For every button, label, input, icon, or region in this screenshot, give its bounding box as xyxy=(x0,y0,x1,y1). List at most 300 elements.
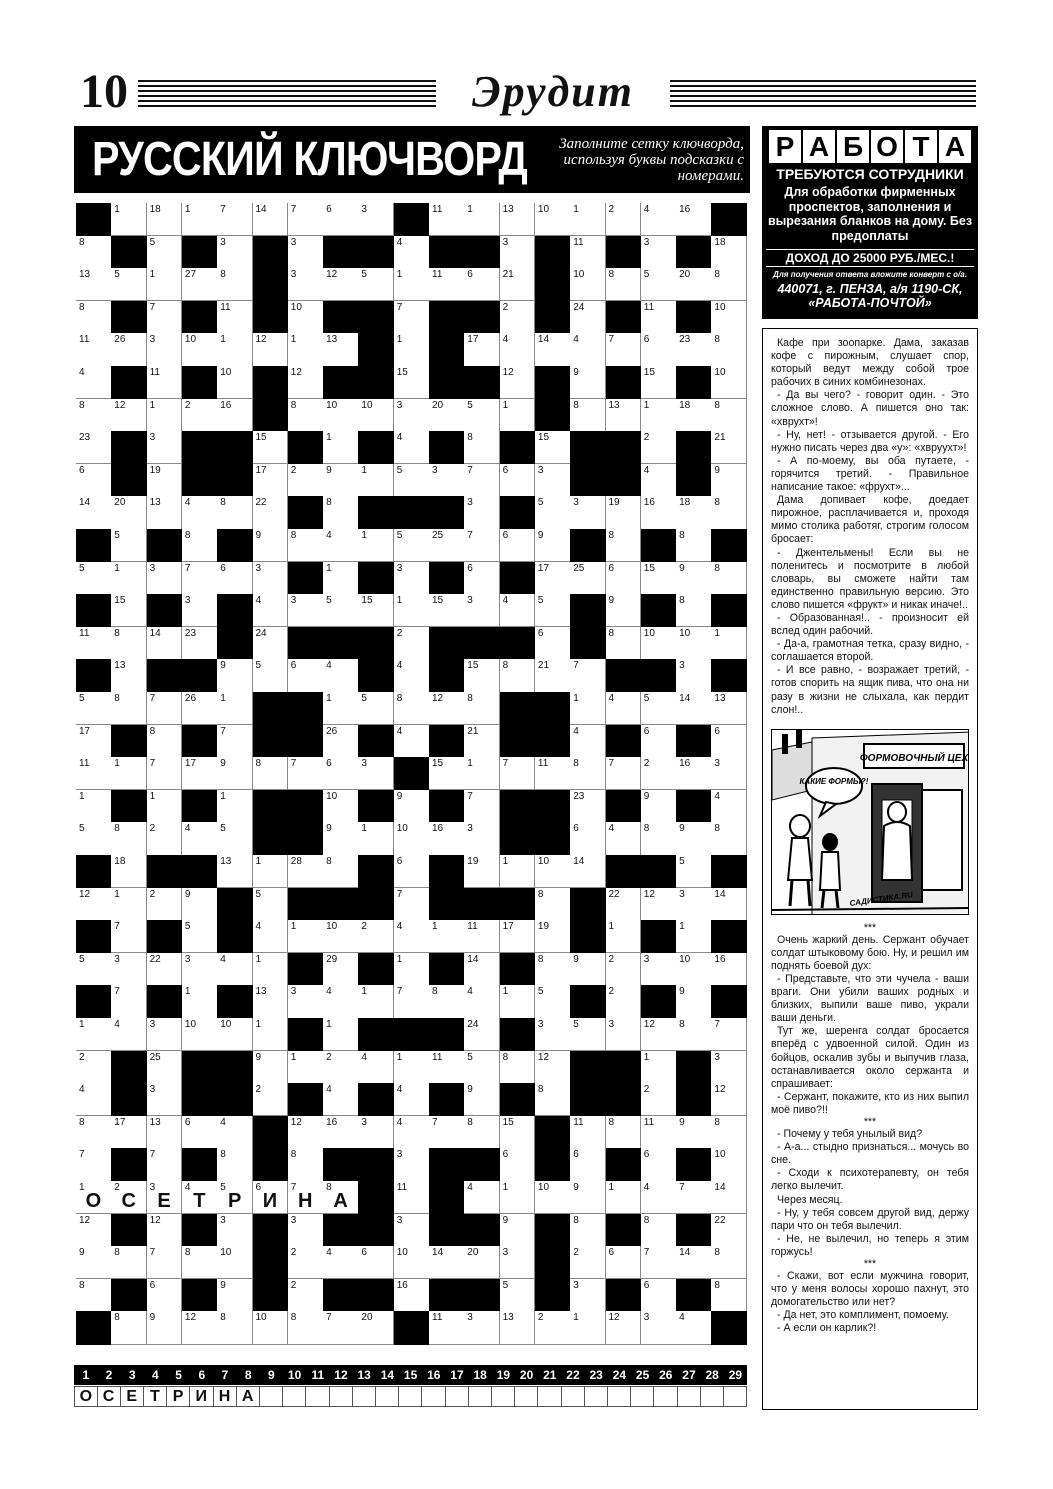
grid-cell[interactable] xyxy=(535,985,571,1018)
grid-cell[interactable] xyxy=(288,855,324,888)
grid-cell[interactable] xyxy=(676,1116,712,1149)
grid-cell[interactable] xyxy=(394,268,430,301)
grid-cell[interactable] xyxy=(323,659,359,692)
grid-cell[interactable] xyxy=(535,953,571,986)
grid-cell[interactable] xyxy=(111,1246,147,1279)
grid-cell[interactable] xyxy=(535,627,571,660)
grid-cell[interactable] xyxy=(429,399,465,432)
grid-cell[interactable] xyxy=(464,985,500,1018)
grid-cell[interactable] xyxy=(358,920,394,953)
grid-cell[interactable] xyxy=(500,1181,536,1214)
grid-cell[interactable] xyxy=(606,399,642,432)
grid-cell[interactable] xyxy=(76,268,112,301)
grid-cell[interactable] xyxy=(111,1311,147,1344)
grid-cell[interactable] xyxy=(253,1311,289,1344)
grid-cell[interactable] xyxy=(641,236,677,269)
grid-cell[interactable] xyxy=(429,1311,465,1344)
grid-cell[interactable] xyxy=(182,399,218,432)
grid-cell[interactable] xyxy=(500,855,536,888)
grid-cell[interactable] xyxy=(182,888,218,921)
grid-cell[interactable] xyxy=(570,333,606,366)
grid-cell[interactable] xyxy=(676,888,712,921)
grid-cell[interactable] xyxy=(711,333,747,366)
grid-cell[interactable] xyxy=(217,1214,253,1247)
key-letter-box[interactable] xyxy=(584,1386,608,1407)
key-letter-box[interactable]: Н xyxy=(213,1386,237,1407)
grid-cell[interactable] xyxy=(606,1116,642,1149)
grid-cell[interactable] xyxy=(323,692,359,725)
grid-cell[interactable] xyxy=(570,692,606,725)
grid-cell[interactable] xyxy=(535,496,571,529)
grid-cell[interactable] xyxy=(358,1116,394,1149)
grid-cell[interactable] xyxy=(464,1181,500,1214)
grid-cell[interactable] xyxy=(535,1181,571,1214)
grid-cell[interactable] xyxy=(676,594,712,627)
grid-cell[interactable] xyxy=(323,1116,359,1149)
grid-cell[interactable] xyxy=(288,366,324,399)
grid-cell[interactable] xyxy=(676,529,712,562)
grid-cell[interactable] xyxy=(76,301,112,334)
grid-cell[interactable] xyxy=(253,1018,289,1051)
grid-cell[interactable] xyxy=(606,692,642,725)
grid-cell[interactable] xyxy=(147,1116,183,1149)
grid-cell[interactable] xyxy=(394,301,430,334)
grid-cell[interactable] xyxy=(464,203,500,236)
grid-cell[interactable] xyxy=(288,1311,324,1344)
grid-cell[interactable] xyxy=(641,1051,677,1084)
key-letter-box[interactable]: О xyxy=(74,1386,98,1407)
grid-cell[interactable] xyxy=(111,1116,147,1149)
grid-cell[interactable] xyxy=(711,464,747,497)
grid-cell[interactable] xyxy=(641,301,677,334)
key-letter-box[interactable]: Р xyxy=(167,1386,191,1407)
grid-cell[interactable] xyxy=(711,431,747,464)
grid-cell[interactable] xyxy=(323,822,359,855)
grid-cell[interactable] xyxy=(641,627,677,660)
grid-cell[interactable] xyxy=(641,1246,677,1279)
grid-cell[interactable] xyxy=(500,399,536,432)
grid-cell[interactable] xyxy=(323,1018,359,1051)
grid-cell[interactable] xyxy=(288,268,324,301)
key-letter-box[interactable] xyxy=(422,1386,446,1407)
grid-cell[interactable] xyxy=(394,366,430,399)
grid-cell[interactable] xyxy=(358,529,394,562)
grid-cell[interactable] xyxy=(288,399,324,432)
grid-cell[interactable] xyxy=(217,1116,253,1149)
grid-cell[interactable] xyxy=(570,855,606,888)
grid-cell[interactable] xyxy=(111,268,147,301)
grid-cell[interactable] xyxy=(76,627,112,660)
grid-cell[interactable] xyxy=(217,692,253,725)
grid-cell[interactable] xyxy=(676,496,712,529)
grid-cell[interactable] xyxy=(500,659,536,692)
grid-cell[interactable] xyxy=(147,822,183,855)
grid-cell[interactable] xyxy=(606,268,642,301)
grid-cell[interactable] xyxy=(500,203,536,236)
grid-cell[interactable] xyxy=(147,1279,183,1312)
grid-cell[interactable] xyxy=(147,1311,183,1344)
grid-cell[interactable] xyxy=(76,366,112,399)
grid-cell[interactable] xyxy=(500,529,536,562)
grid-cell[interactable] xyxy=(429,985,465,1018)
grid-cell[interactable] xyxy=(641,1279,677,1312)
grid-cell[interactable] xyxy=(111,333,147,366)
grid-cell[interactable] xyxy=(500,236,536,269)
key-letter-box[interactable]: Е xyxy=(120,1386,144,1407)
grid-cell[interactable] xyxy=(253,920,289,953)
grid-cell[interactable] xyxy=(429,203,465,236)
grid-cell[interactable] xyxy=(711,888,747,921)
grid-cell[interactable] xyxy=(147,464,183,497)
grid-cell[interactable] xyxy=(147,268,183,301)
grid-cell[interactable] xyxy=(464,464,500,497)
grid-cell[interactable] xyxy=(253,757,289,790)
grid-cell[interactable] xyxy=(535,594,571,627)
grid-cell[interactable] xyxy=(711,1116,747,1149)
key-letter-box[interactable]: И xyxy=(190,1386,214,1407)
grid-cell[interactable] xyxy=(711,757,747,790)
grid-cell[interactable] xyxy=(676,757,712,790)
grid-cell[interactable] xyxy=(606,529,642,562)
grid-cell[interactable] xyxy=(217,757,253,790)
grid-cell[interactable] xyxy=(641,431,677,464)
key-letter-box[interactable] xyxy=(376,1386,400,1407)
grid-cell[interactable] xyxy=(323,790,359,823)
grid-cell[interactable] xyxy=(358,757,394,790)
grid-cell[interactable] xyxy=(76,790,112,823)
grid-cell[interactable] xyxy=(217,366,253,399)
grid-cell[interactable] xyxy=(182,1311,218,1344)
grid-cell[interactable] xyxy=(641,692,677,725)
grid-cell[interactable] xyxy=(217,790,253,823)
grid-cell[interactable] xyxy=(464,1083,500,1116)
grid-cell[interactable] xyxy=(570,822,606,855)
grid-cell[interactable] xyxy=(111,888,147,921)
grid-cell[interactable] xyxy=(253,627,289,660)
grid-cell[interactable] xyxy=(253,431,289,464)
grid-cell[interactable] xyxy=(394,659,430,692)
grid-cell[interactable] xyxy=(570,562,606,595)
grid-cell[interactable] xyxy=(253,529,289,562)
grid-cell[interactable] xyxy=(217,301,253,334)
grid-cell[interactable] xyxy=(641,366,677,399)
grid-cell[interactable] xyxy=(606,920,642,953)
grid-cell[interactable] xyxy=(535,1051,571,1084)
grid-cell[interactable] xyxy=(394,1083,430,1116)
grid-cell[interactable] xyxy=(676,855,712,888)
grid-cell[interactable] xyxy=(394,562,430,595)
grid-cell[interactable] xyxy=(76,757,112,790)
grid-cell[interactable] xyxy=(711,268,747,301)
grid-cell[interactable] xyxy=(570,366,606,399)
grid-cell[interactable] xyxy=(111,985,147,1018)
grid-cell[interactable] xyxy=(147,236,183,269)
grid-cell[interactable] xyxy=(76,1116,112,1149)
grid-cell[interactable] xyxy=(147,1148,183,1181)
grid-cell[interactable] xyxy=(429,920,465,953)
grid-cell[interactable] xyxy=(288,985,324,1018)
grid-cell[interactable] xyxy=(606,203,642,236)
grid-cell[interactable] xyxy=(217,496,253,529)
grid-cell[interactable] xyxy=(182,757,218,790)
grid-cell[interactable] xyxy=(676,268,712,301)
grid-cell[interactable] xyxy=(253,203,289,236)
grid-cell[interactable] xyxy=(464,1311,500,1344)
grid-cell[interactable] xyxy=(358,203,394,236)
grid-cell[interactable] xyxy=(606,757,642,790)
key-letter-box[interactable] xyxy=(538,1386,562,1407)
grid-cell[interactable] xyxy=(323,920,359,953)
grid-cell[interactable] xyxy=(217,659,253,692)
grid-cell[interactable] xyxy=(676,1018,712,1051)
grid-cell[interactable] xyxy=(76,822,112,855)
grid-cell[interactable] xyxy=(535,757,571,790)
grid-cell[interactable] xyxy=(676,333,712,366)
grid-cell[interactable] xyxy=(323,268,359,301)
grid-cell[interactable] xyxy=(429,464,465,497)
grid-cell[interactable] xyxy=(182,594,218,627)
grid-cell[interactable] xyxy=(570,268,606,301)
grid-cell[interactable] xyxy=(570,757,606,790)
grid-cell[interactable] xyxy=(111,1181,147,1214)
grid-cell[interactable] xyxy=(217,399,253,432)
grid-cell[interactable] xyxy=(641,1083,677,1116)
grid-cell[interactable] xyxy=(464,594,500,627)
grid-cell[interactable] xyxy=(358,268,394,301)
grid-cell[interactable] xyxy=(323,1083,359,1116)
grid-cell[interactable] xyxy=(147,203,183,236)
grid-cell[interactable] xyxy=(394,1246,430,1279)
grid-cell[interactable] xyxy=(464,562,500,595)
grid-cell[interactable] xyxy=(76,888,112,921)
grid-cell[interactable] xyxy=(570,1116,606,1149)
grid-cell[interactable] xyxy=(394,1116,430,1149)
grid-cell[interactable] xyxy=(76,496,112,529)
grid-cell[interactable] xyxy=(358,1246,394,1279)
grid-cell[interactable] xyxy=(76,464,112,497)
grid-cell[interactable] xyxy=(288,1051,324,1084)
grid-cell[interactable] xyxy=(182,1246,218,1279)
grid-cell[interactable] xyxy=(641,562,677,595)
key-letter-box[interactable] xyxy=(492,1386,516,1407)
grid-cell[interactable] xyxy=(253,562,289,595)
grid-cell[interactable] xyxy=(253,1051,289,1084)
key-letter-box[interactable] xyxy=(561,1386,585,1407)
grid-cell[interactable] xyxy=(288,1279,324,1312)
grid-cell[interactable] xyxy=(111,757,147,790)
grid-cell[interactable] xyxy=(606,333,642,366)
grid-cell[interactable] xyxy=(394,953,430,986)
grid-cell[interactable] xyxy=(641,757,677,790)
grid-cell[interactable] xyxy=(147,1083,183,1116)
grid-cell[interactable] xyxy=(676,920,712,953)
grid-cell[interactable] xyxy=(606,1181,642,1214)
grid-cell[interactable] xyxy=(76,1246,112,1279)
grid-cell[interactable] xyxy=(288,594,324,627)
grid-cell[interactable] xyxy=(464,1246,500,1279)
grid-cell[interactable] xyxy=(182,985,218,1018)
grid-cell[interactable] xyxy=(535,464,571,497)
grid-cell[interactable] xyxy=(429,822,465,855)
grid-cell[interactable] xyxy=(394,1279,430,1312)
grid-cell[interactable] xyxy=(570,1148,606,1181)
grid-cell[interactable] xyxy=(394,464,430,497)
grid-cell[interactable] xyxy=(464,757,500,790)
grid-cell[interactable] xyxy=(676,627,712,660)
grid-cell[interactable] xyxy=(711,822,747,855)
grid-cell[interactable] xyxy=(711,790,747,823)
grid-cell[interactable] xyxy=(323,757,359,790)
grid-cell[interactable] xyxy=(641,203,677,236)
grid-cell[interactable] xyxy=(76,1181,112,1214)
grid-cell[interactable] xyxy=(76,1148,112,1181)
key-letter-box[interactable] xyxy=(724,1386,748,1407)
grid-cell[interactable] xyxy=(358,822,394,855)
key-letter-box[interactable] xyxy=(677,1386,701,1407)
grid-cell[interactable] xyxy=(111,562,147,595)
grid-cell[interactable] xyxy=(217,236,253,269)
grid-cell[interactable] xyxy=(641,399,677,432)
grid-cell[interactable] xyxy=(606,496,642,529)
grid-cell[interactable] xyxy=(76,1279,112,1312)
grid-cell[interactable] xyxy=(394,431,430,464)
grid-cell[interactable] xyxy=(288,236,324,269)
grid-cell[interactable] xyxy=(182,1181,218,1214)
key-letter-box[interactable] xyxy=(329,1386,353,1407)
grid-cell[interactable] xyxy=(464,725,500,758)
grid-cell[interactable] xyxy=(182,1018,218,1051)
grid-cell[interactable] xyxy=(711,1181,747,1214)
grid-cell[interactable] xyxy=(358,1311,394,1344)
grid-cell[interactable] xyxy=(429,1246,465,1279)
grid-cell[interactable] xyxy=(711,366,747,399)
grid-cell[interactable] xyxy=(464,920,500,953)
grid-cell[interactable] xyxy=(464,953,500,986)
grid-cell[interactable] xyxy=(76,725,112,758)
grid-cell[interactable] xyxy=(147,1018,183,1051)
grid-cell[interactable] xyxy=(394,1214,430,1247)
key-letter-box[interactable] xyxy=(515,1386,539,1407)
grid-cell[interactable] xyxy=(711,236,747,269)
key-letter-box[interactable] xyxy=(399,1386,423,1407)
grid-cell[interactable] xyxy=(147,366,183,399)
grid-cell[interactable] xyxy=(711,1051,747,1084)
key-letter-box[interactable] xyxy=(468,1386,492,1407)
grid-cell[interactable] xyxy=(641,268,677,301)
grid-cell[interactable] xyxy=(711,399,747,432)
grid-cell[interactable] xyxy=(358,594,394,627)
grid-cell[interactable] xyxy=(464,496,500,529)
grid-cell[interactable] xyxy=(358,692,394,725)
key-letter-box[interactable] xyxy=(654,1386,678,1407)
grid-cell[interactable] xyxy=(464,1051,500,1084)
grid-cell[interactable] xyxy=(323,725,359,758)
grid-cell[interactable] xyxy=(500,464,536,497)
grid-cell[interactable] xyxy=(464,790,500,823)
grid-cell[interactable] xyxy=(217,1181,253,1214)
grid-cell[interactable] xyxy=(570,1214,606,1247)
grid-cell[interactable] xyxy=(535,1311,571,1344)
key-letter-box[interactable] xyxy=(608,1386,632,1407)
grid-cell[interactable] xyxy=(394,236,430,269)
grid-cell[interactable] xyxy=(217,953,253,986)
grid-cell[interactable] xyxy=(76,431,112,464)
grid-cell[interactable] xyxy=(676,203,712,236)
grid-cell[interactable] xyxy=(182,822,218,855)
grid-cell[interactable] xyxy=(570,301,606,334)
grid-cell[interactable] xyxy=(641,1018,677,1051)
grid-cell[interactable] xyxy=(500,1051,536,1084)
grid-cell[interactable] xyxy=(464,431,500,464)
grid-cell[interactable] xyxy=(182,920,218,953)
grid-cell[interactable] xyxy=(323,562,359,595)
grid-cell[interactable] xyxy=(464,1018,500,1051)
grid-cell[interactable] xyxy=(147,1246,183,1279)
grid-cell[interactable] xyxy=(76,953,112,986)
grid-cell[interactable] xyxy=(323,855,359,888)
grid-cell[interactable] xyxy=(676,562,712,595)
grid-cell[interactable] xyxy=(147,692,183,725)
grid-cell[interactable] xyxy=(323,953,359,986)
grid-cell[interactable] xyxy=(429,1051,465,1084)
grid-cell[interactable] xyxy=(253,1083,289,1116)
grid-cell[interactable] xyxy=(147,790,183,823)
grid-cell[interactable] xyxy=(147,399,183,432)
grid-cell[interactable] xyxy=(500,594,536,627)
grid-cell[interactable] xyxy=(111,822,147,855)
grid-cell[interactable] xyxy=(394,692,430,725)
grid-cell[interactable] xyxy=(111,627,147,660)
grid-cell[interactable] xyxy=(253,496,289,529)
grid-cell[interactable] xyxy=(217,268,253,301)
grid-cell[interactable] xyxy=(606,953,642,986)
grid-cell[interactable] xyxy=(500,333,536,366)
grid-cell[interactable] xyxy=(641,1214,677,1247)
grid-cell[interactable] xyxy=(147,627,183,660)
grid-cell[interactable] xyxy=(358,464,394,497)
grid-cell[interactable] xyxy=(217,1311,253,1344)
key-letter-box[interactable] xyxy=(631,1386,655,1407)
key-letter-box[interactable]: Т xyxy=(144,1386,168,1407)
grid-cell[interactable] xyxy=(535,888,571,921)
grid-cell[interactable] xyxy=(711,1246,747,1279)
grid-cell[interactable] xyxy=(641,1116,677,1149)
grid-cell[interactable] xyxy=(253,659,289,692)
grid-cell[interactable] xyxy=(182,333,218,366)
grid-cell[interactable] xyxy=(147,888,183,921)
grid-cell[interactable] xyxy=(711,953,747,986)
grid-cell[interactable] xyxy=(76,562,112,595)
grid-cell[interactable] xyxy=(500,1246,536,1279)
grid-cell[interactable] xyxy=(570,496,606,529)
grid-cell[interactable] xyxy=(641,1148,677,1181)
grid-cell[interactable] xyxy=(288,1148,324,1181)
grid-cell[interactable] xyxy=(676,1246,712,1279)
grid-cell[interactable] xyxy=(147,1214,183,1247)
grid-cell[interactable] xyxy=(429,692,465,725)
grid-cell[interactable] xyxy=(394,594,430,627)
grid-cell[interactable] xyxy=(76,1083,112,1116)
grid-cell[interactable] xyxy=(323,594,359,627)
grid-cell[interactable] xyxy=(711,301,747,334)
grid-cell[interactable] xyxy=(111,659,147,692)
grid-cell[interactable] xyxy=(147,1051,183,1084)
grid-cell[interactable] xyxy=(711,562,747,595)
grid-cell[interactable] xyxy=(711,627,747,660)
grid-cell[interactable] xyxy=(323,203,359,236)
grid-cell[interactable] xyxy=(641,1311,677,1344)
grid-cell[interactable] xyxy=(217,333,253,366)
